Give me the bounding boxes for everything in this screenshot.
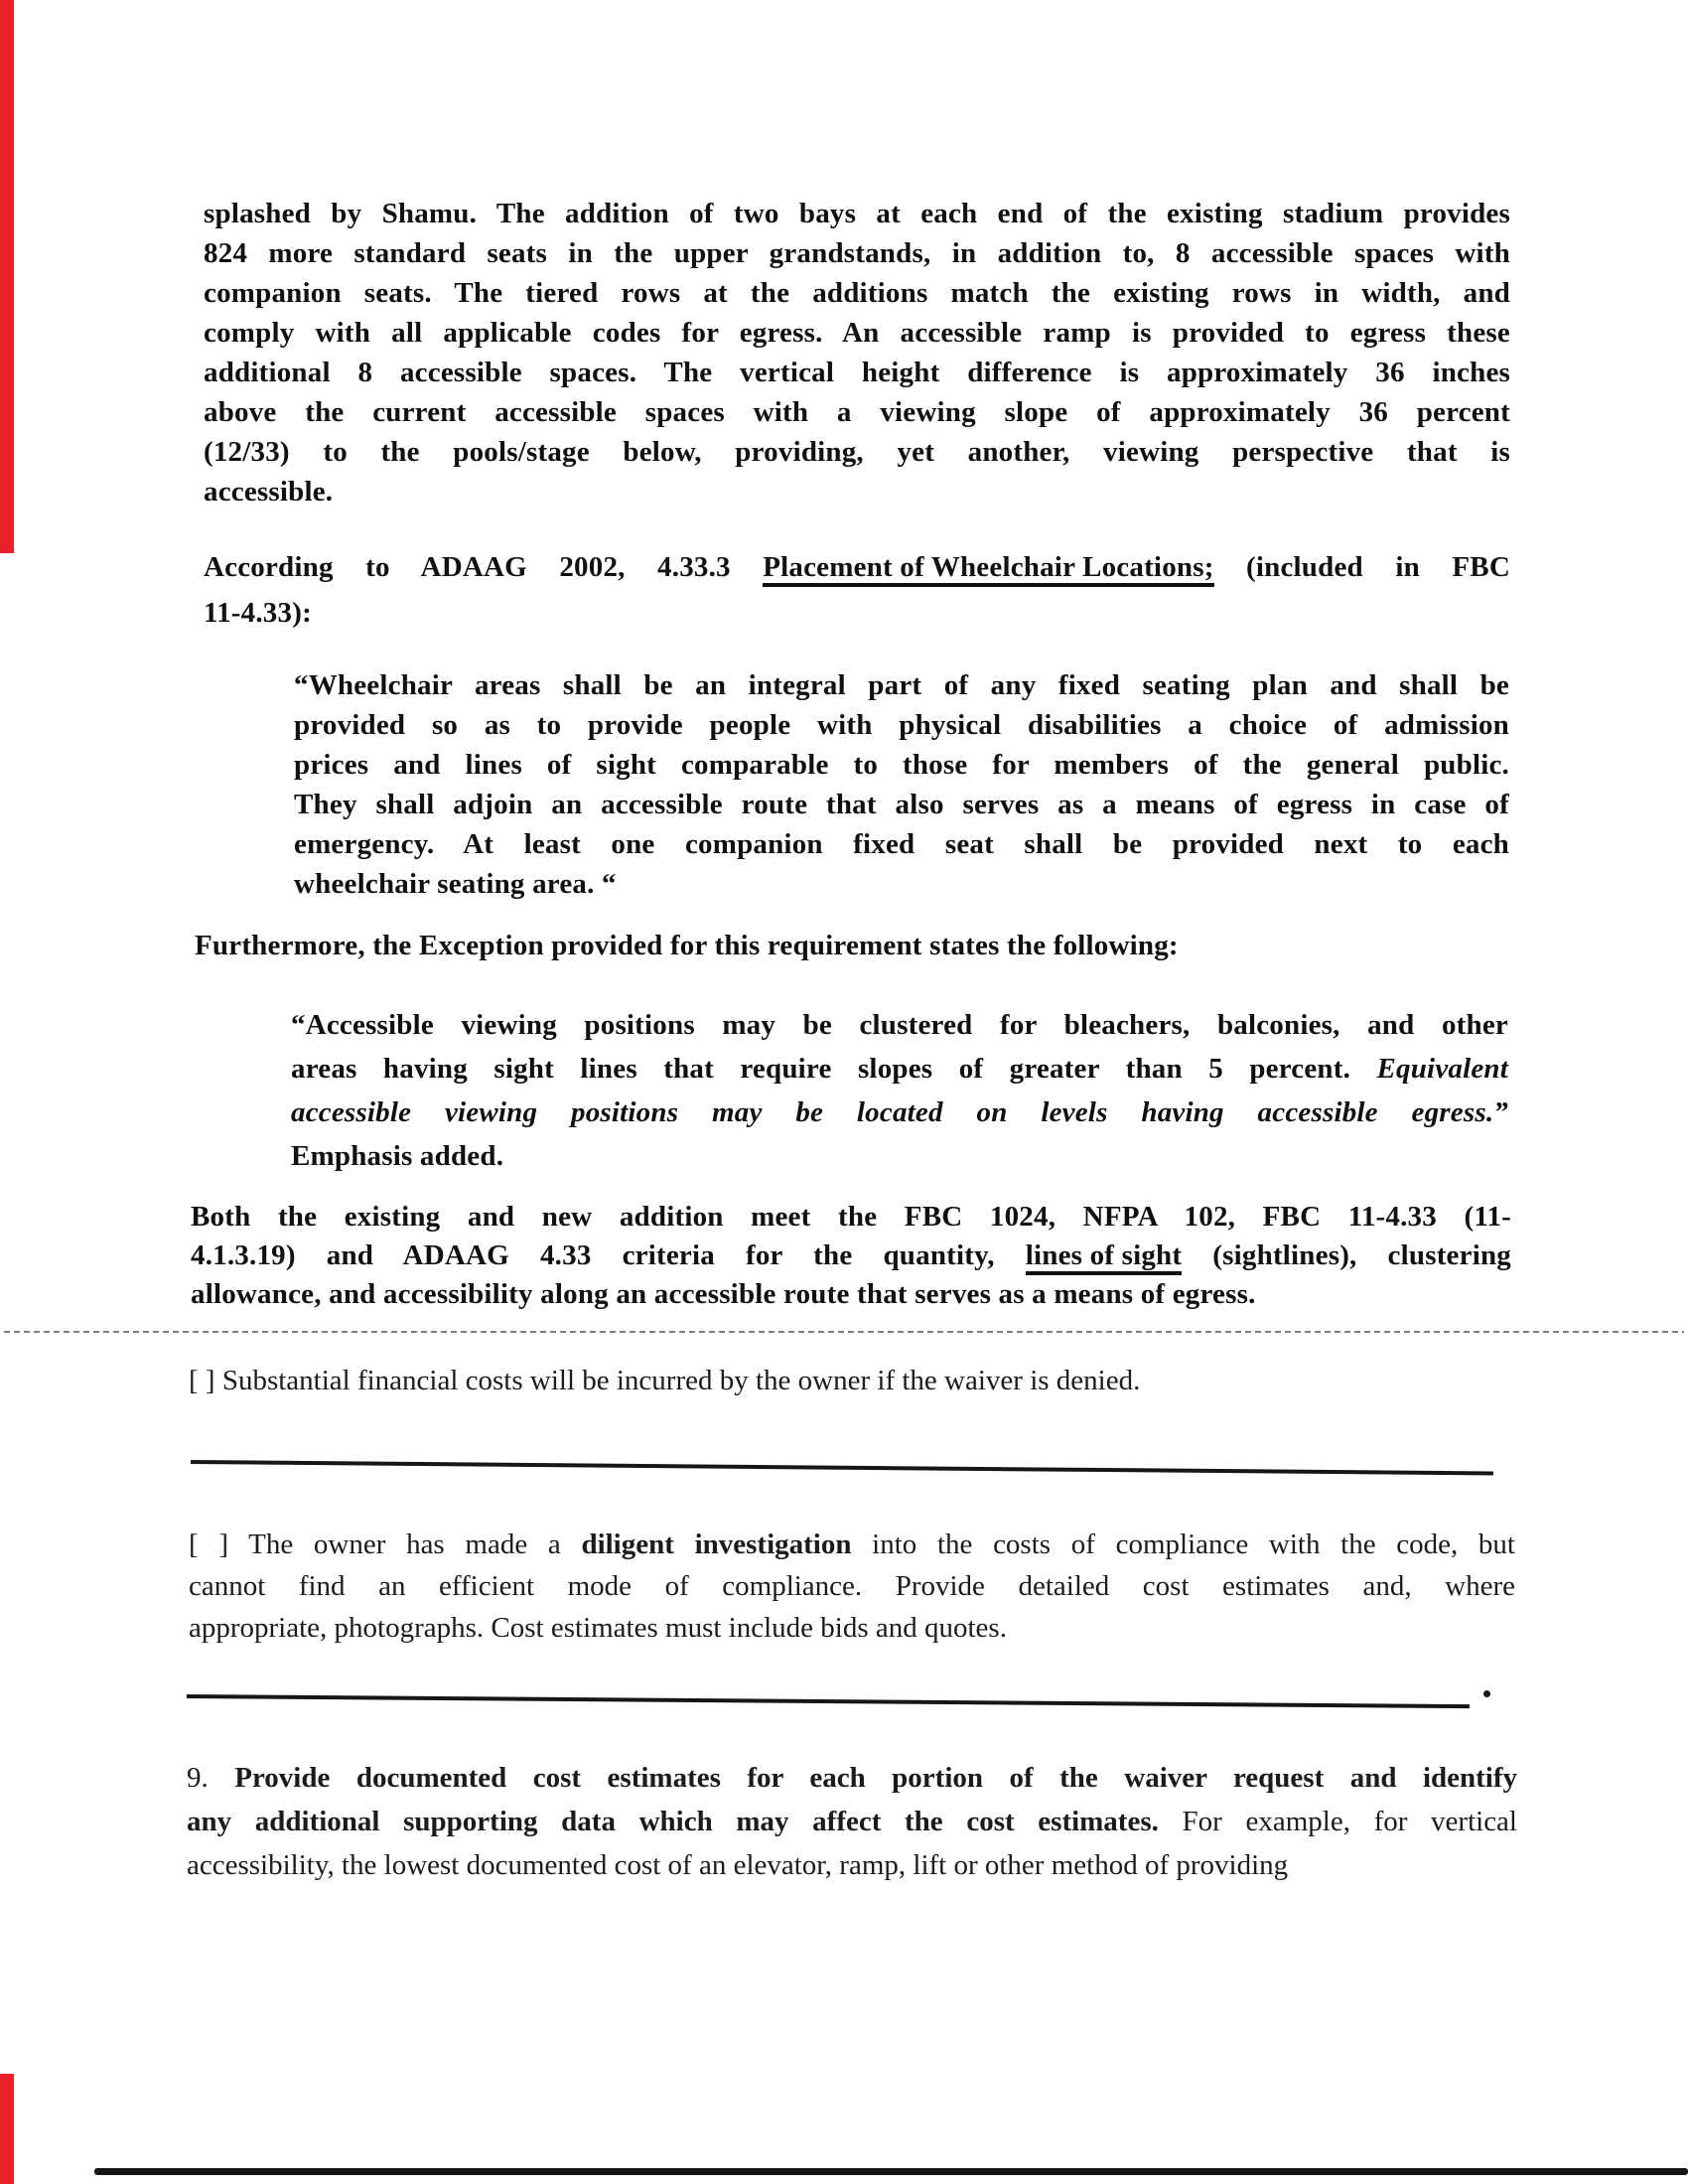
text-line — [195, 926, 1515, 965]
text-segment: 824 more standard seats in the upper grandstands, in addition to, 8 accessible spaces with — [204, 237, 1510, 269]
text-segment: into the costs of compliance with the code, but — [851, 1529, 1515, 1560]
text-line — [189, 1361, 1519, 1400]
text-segment: allowance, and accessibility along an accessible route that serves as a means of egress. — [191, 1278, 1256, 1310]
text-line — [291, 1091, 1508, 1134]
text-segment: comply with all applicable codes for egress. An accessible ramp is provided to egress these — [204, 317, 1510, 349]
text-segment: provided so as to provide people with physical disabilities a choice of admission — [294, 709, 1509, 741]
text-segment: cannot find an efficient mode of compliance. Provide detailed cost estimates and, where — [189, 1570, 1515, 1602]
underlined-text: Placement of Wheelchair Locations; — [763, 553, 1213, 587]
text-segment: [ ] The owner has made a — [189, 1529, 582, 1560]
text-segment: appropriate, photographs. Cost estimates must include bids and quotes. — [189, 1612, 1007, 1644]
option-substantial-costs — [189, 1361, 1519, 1400]
text-line — [204, 432, 1510, 472]
fill-in-rule-1 — [191, 1460, 1493, 1475]
text-line — [187, 1843, 1517, 1887]
text-line — [291, 1003, 1508, 1047]
heading-adaag-reference — [204, 544, 1510, 636]
text-line — [204, 313, 1510, 353]
text-segment: 9. — [187, 1762, 235, 1794]
rule-end-period — [1483, 1690, 1490, 1697]
italic-text: accessible viewing positions may be located on levels having accessible egress.” — [291, 1096, 1508, 1128]
text-line — [294, 665, 1509, 705]
paragraph-furthermore — [195, 926, 1515, 965]
text-segment: accessible. — [204, 476, 334, 508]
text-line — [294, 745, 1509, 785]
text-line — [191, 1198, 1511, 1237]
text-segment: 4.1.3.19) and ADAAG 4.33 criteria for the quantity, — [191, 1239, 1026, 1271]
paragraph-both-criteria — [191, 1198, 1511, 1314]
text-line — [191, 1275, 1511, 1314]
fill-in-rule-2 — [187, 1694, 1470, 1708]
text-segment: Emphasis added. — [291, 1140, 504, 1172]
text-line — [294, 824, 1509, 864]
scan-edge-artifact-bottom — [0, 2074, 14, 2184]
bold-text: any additional supporting data which may affect the cost estimates. — [187, 1806, 1159, 1837]
text-segment: Both the existing and new addition meet the FBC 1024, NFPA 102, FBC 11-4.33 (11- — [191, 1201, 1511, 1233]
text-segment: companion seats. The tiered rows at the additions match the existing rows in width, and — [204, 277, 1510, 309]
text-segment: emergency. At least one companion fixed seat shall be provided next to each — [294, 828, 1509, 860]
text-line — [204, 233, 1510, 273]
text-line — [294, 705, 1509, 745]
text-line — [204, 392, 1510, 432]
dashed-divider — [4, 1331, 1684, 1333]
text-line — [291, 1134, 1508, 1178]
option-diligent-investigation — [189, 1524, 1515, 1649]
text-line — [204, 353, 1510, 392]
item-9-cost-estimates — [187, 1756, 1517, 1887]
text-segment: According to ADAAG 2002, 4.33.3 — [204, 551, 764, 583]
text-line — [204, 273, 1510, 313]
text-segment: splashed by Shamu. The addition of two bays at each end of the existing stadium provides — [204, 198, 1510, 229]
text-line — [204, 194, 1510, 233]
text-segment: “Wheelchair areas shall be an integral part of any fixed seating plan and shall be — [294, 669, 1509, 701]
text-segment: above the current accessible spaces with a viewing slope of approximately 36 percent — [204, 396, 1510, 428]
bold-text: diligent investigation — [581, 1529, 852, 1560]
text-segment: Furthermore, the Exception provided for this requirement states the following: — [195, 930, 1179, 961]
scan-bottom-edge-line — [94, 2168, 1688, 2175]
text-line — [189, 1607, 1515, 1649]
text-line — [187, 1756, 1517, 1800]
bold-text: Provide documented cost estimates for each portion of the waiver request and identify — [234, 1762, 1518, 1794]
text-segment: [ ] Substantial financial costs will be incurred by the owner if the waiver is denied. — [189, 1365, 1141, 1396]
underlined-text: lines of sight — [1026, 1241, 1183, 1275]
scan-edge-artifact-top — [0, 0, 14, 553]
italic-text: Equivalent — [1376, 1053, 1508, 1085]
text-segment: prices and lines of sight comparable to those for members of the general public. — [294, 749, 1509, 781]
text-segment: 11-4.33): — [204, 597, 312, 629]
text-segment: For example, for vertical — [1158, 1806, 1517, 1837]
text-line — [294, 864, 1509, 904]
text-line — [189, 1524, 1515, 1565]
text-line — [204, 472, 1510, 511]
text-line — [204, 590, 1510, 636]
paragraph-stadium-addition — [204, 194, 1510, 511]
text-segment: (sightlines), clustering — [1182, 1239, 1511, 1271]
blockquote-wheelchair-areas — [294, 665, 1509, 904]
text-segment: They shall adjoin an accessible route that also serves as a means of egress in case of — [294, 789, 1509, 820]
text-segment: wheelchair seating area. “ — [294, 868, 617, 900]
text-line — [189, 1565, 1515, 1607]
text-segment: (12/33) to the pools/stage below, providing, yet another, viewing perspective that is — [204, 436, 1510, 468]
text-line — [191, 1237, 1511, 1275]
text-line — [291, 1047, 1508, 1091]
text-segment: “Accessible viewing positions may be clustered for bleachers, balconies, and other — [291, 1009, 1508, 1041]
text-segment: (included in FBC — [1213, 551, 1510, 583]
text-segment: areas having sight lines that require slopes of greater than 5 percent. — [291, 1053, 1377, 1085]
text-line — [294, 785, 1509, 824]
blockquote-accessible-viewing — [291, 1003, 1508, 1178]
text-line — [187, 1800, 1517, 1843]
text-line — [204, 544, 1510, 590]
text-segment: additional 8 accessible spaces. The vertical height difference is approximately 36 inches — [204, 357, 1510, 388]
text-segment: accessibility, the lowest documented cost of an elevator, ramp, lift or other method of providing — [187, 1849, 1289, 1881]
